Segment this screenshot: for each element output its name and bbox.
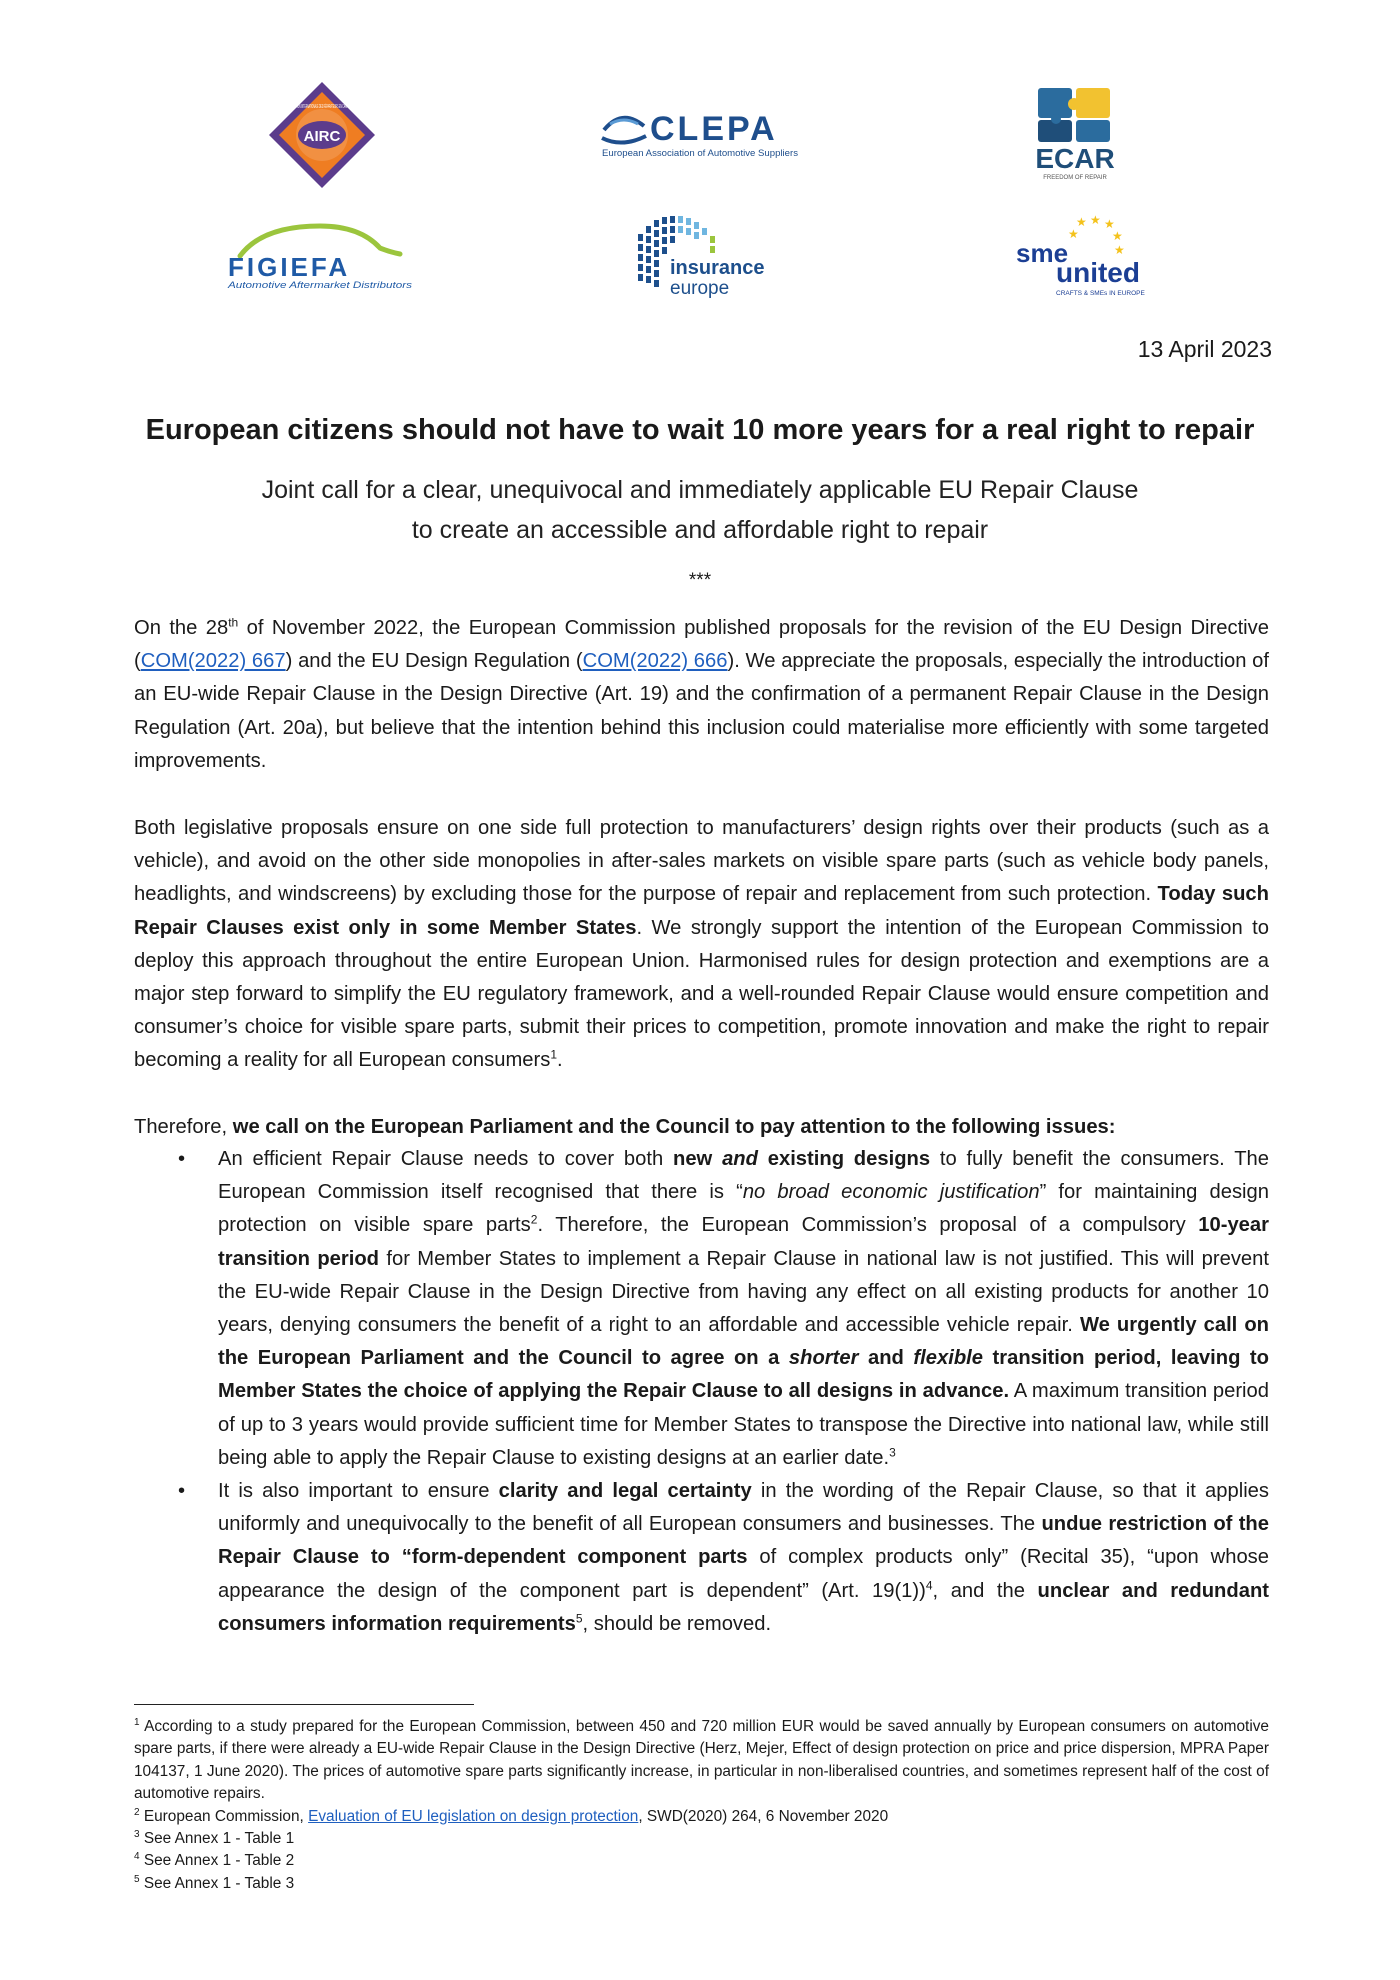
insurance-europe-logo xyxy=(634,214,774,304)
superscript: th xyxy=(228,615,239,630)
evaluation-design-protection-link[interactable]: Evaluation of EU legislation on design protection xyxy=(308,1807,639,1825)
bold-run: existing designs xyxy=(757,1148,931,1170)
text-run: An efficient Repair Clause needs to cover both xyxy=(218,1148,673,1170)
footnotes xyxy=(134,1716,1269,1895)
footnote-ref: 3 xyxy=(889,1445,896,1460)
bold-run: we call on the European Parliament and the Council to pay attention to the following issues: xyxy=(232,1116,1116,1138)
smeunited-united: united xyxy=(1056,257,1140,288)
text-run: for Member States to implement a Repair Clause in national law is not justified. This will prevent the EU-wide Repair Clause in the Design Directive from having any effect on all existing products for another 10 years, denying consumers the benefit of a right to an affordable and accessible vehicle repair. xyxy=(218,1247,1269,1337)
text-run: , should be removed. xyxy=(582,1612,772,1635)
text-run: , and the xyxy=(932,1579,1038,1602)
clepa-name: CLEPA xyxy=(650,110,778,148)
bold-run: 10-year transition period xyxy=(218,1214,1269,1270)
airc-ring-text: ASSOCIATION INTERNATIONALE DES RÉPARATEURS EN CARROSSERIE xyxy=(287,104,462,110)
clepa-logo xyxy=(600,100,810,162)
ecar-logo xyxy=(1032,82,1118,182)
bold-run: unclear and redundant consumers information requirements xyxy=(218,1579,1269,1635)
com-2022-667-link[interactable]: COM(2022) 667 xyxy=(140,650,286,673)
ecar-name: ECAR xyxy=(1035,143,1115,174)
text-run: ” for maintaining design protection on visible spare parts xyxy=(218,1181,1269,1237)
text-run: . We strongly support the intention of the European Commission to deploy this approach throughout the entire European Union. Harmonised rules for design protection and exemptions are a major step forward to simplify the EU regulatory framework, and a well-rounded Repair Clause would ensure competition and consumer’s choice for visible spare parts, submit their prices to competition, promote innovation and make the right to repair becoming a reality for all European consumers xyxy=(134,916,1270,1072)
document-subtitle xyxy=(0,470,1400,550)
footnote-text: European Commission, xyxy=(139,1807,309,1825)
text-run: On the 28 xyxy=(134,617,229,639)
bold-italic-run: shorter xyxy=(788,1347,859,1370)
list-item-legal-certainty xyxy=(134,1475,1269,1641)
footnote-4 xyxy=(134,1850,1269,1872)
footnote-number: 3 xyxy=(134,1828,140,1840)
star-icon: ★ xyxy=(1104,217,1115,231)
figiefa-logo xyxy=(222,222,422,294)
smeunited-tagline: CRAFTS & SMEs IN EUROPE xyxy=(1056,290,1145,297)
subtitle-line-2: to create an accessible and affordable right to repair xyxy=(411,516,989,544)
footnote-ref: 5 xyxy=(575,1611,583,1626)
footnote-number: 1 xyxy=(134,1716,140,1728)
document-date: 13 April 2023 xyxy=(1137,336,1272,362)
bullet-icon: • xyxy=(178,1480,186,1503)
bold-run: We urgently call on the European Parliament and the Council to agree on a xyxy=(218,1314,1270,1370)
footnote-ref: 4 xyxy=(925,1577,933,1592)
bold-italic-run: flexible xyxy=(913,1347,983,1370)
footnote-ref: 1 xyxy=(550,1047,557,1062)
text-run: A maximum transition period of up to 3 years would provide sufficient time for Member States to transpose the Directive into national law, while still being able to apply the Repair Clause to existing designs at an earlier date. xyxy=(218,1380,1269,1469)
footnote-text: See Annex 1 - Table 2 xyxy=(139,1852,295,1870)
list-item-transition-period xyxy=(134,1143,1269,1475)
bold-run: Today such Repair Clauses exist only in some Member States xyxy=(134,883,1269,939)
paragraph-legislative xyxy=(134,812,1269,1078)
paragraph-intro xyxy=(134,612,1269,778)
text-run: ) and the EU Design Regulation ( xyxy=(285,650,583,673)
paragraph-call xyxy=(134,1111,1269,1144)
bold-run: undue restriction of the Repair Clause to “form-dependent component parts xyxy=(218,1513,1269,1569)
ecar-tagline: FREEDOM OF REPAIR xyxy=(1043,175,1107,181)
star-icon: ★ xyxy=(1076,215,1087,229)
figiefa-tagline: Automotive Aftermarket Distributors xyxy=(226,280,413,290)
star-icon: ★ xyxy=(1068,227,1079,241)
section-separator: *** xyxy=(688,570,712,591)
footnote-text: See Annex 1 - Table 1 xyxy=(139,1830,295,1848)
text-run: in the wording of the Repair Clause, so that it applies uniformly and unequivocally to the benefit of all European consumers and businesses. The xyxy=(218,1480,1269,1536)
text-run: It is also important to ensure xyxy=(218,1480,499,1503)
bullet-icon: • xyxy=(178,1148,186,1170)
footnote-3 xyxy=(134,1828,1269,1850)
bold-run: clarity and legal certainty xyxy=(498,1480,752,1503)
clepa-tagline: European Association of Automotive Suppliers xyxy=(602,148,799,158)
text-run: Therefore, xyxy=(134,1116,233,1138)
insurance-europe-line1: insurance xyxy=(670,257,765,279)
text-run: to fully benefit the consumers. The European Commission itself recognised that there is “ xyxy=(218,1148,1270,1204)
italic-run: no broad economic justification xyxy=(742,1181,1040,1204)
star-icon: ★ xyxy=(1112,229,1123,243)
text-run: . xyxy=(557,1049,563,1072)
footnote-5 xyxy=(134,1873,1269,1895)
text-run: of complex products only” (Recital 35), “upon whose appearance the design of the component part is dependent” (Art. 19(1)) xyxy=(218,1546,1270,1602)
com-2022-666-link[interactable]: COM(2022) 666 xyxy=(582,650,728,673)
footnote-divider xyxy=(134,1704,474,1705)
footnote-ref: 2 xyxy=(530,1212,538,1227)
issues-list xyxy=(134,1143,1269,1641)
airc-center-text: AIRC xyxy=(303,128,341,145)
star-icon: ★ xyxy=(1090,213,1101,227)
bold-run: new xyxy=(673,1148,723,1170)
star-icon: ★ xyxy=(1114,243,1125,257)
insurance-europe-line2: europe xyxy=(670,278,730,299)
smeunited-sme: sme xyxy=(1016,238,1069,268)
footnote-number: 2 xyxy=(134,1806,140,1818)
smeunited-logo xyxy=(1014,212,1154,302)
footnote-1 xyxy=(134,1716,1269,1806)
bold-run: transition period, leaving to Member States the choice of applying the Repair Clause to all designs in advance. xyxy=(218,1347,1269,1403)
document-title: European citizens should not have to wait 10 more years for a real right to repair xyxy=(145,414,1255,446)
footnote-text: , SWD(2020) 264, 6 November 2020 xyxy=(638,1807,889,1825)
figiefa-name: FIGIEFA xyxy=(228,252,351,282)
text-run: ). We appreciate the proposals, especially the introduction of an EU-wide Repair Clause in the Design Directive (Art. 19) and the confirmation of a permanent Repair Clause in the Design Regulation (Art. 20a), but believe that the intention behind this inclusion could materialise more efficiently with some targeted improvements. xyxy=(134,650,1269,772)
bold-run: and xyxy=(858,1347,914,1370)
bold-italic-run: and xyxy=(722,1148,758,1170)
footnote-number: 5 xyxy=(134,1873,140,1885)
footnote-2 xyxy=(134,1806,1269,1828)
footnote-text: See Annex 1 - Table 3 xyxy=(139,1874,295,1892)
text-run: . Therefore, the European Commission’s proposal of a compulsory xyxy=(537,1214,1199,1237)
footnote-number: 4 xyxy=(134,1851,140,1863)
text-run: Both legislative proposals ensure on one side full protection to manufacturers’ design rights over their products (such as a vehicle), and avoid on the other side monopolies in after-sales markets on visible spare parts (such as vehicle body panels, headlights, and windscreens) by excluding those for the purpose of repair and replacement from such protection. xyxy=(134,817,1269,906)
footnote-text: According to a study prepared for the European Commission, between 450 and 720 million EUR would be saved annually by European consumers on automotive spare parts, if there were already a EU-wide Repair Clause in the Design Directive (Herz, Mejer, Effect of design protection on price and price dispersion, MPRA Paper 104137, 1 June 2020). The prices of automotive spare parts significantly increase, in particular in non-liberalised countries, and sometimes represent half of the cost of automotive repairs. xyxy=(134,1718,1269,1803)
airc-logo xyxy=(262,80,462,190)
subtitle-line-1: Joint call for a clear, unequivocal and immediately applicable EU Repair Clause xyxy=(261,476,1139,504)
text-run: of November 2022, the European Commission published proposals for the revision of the EU Design Directive ( xyxy=(134,617,1269,673)
